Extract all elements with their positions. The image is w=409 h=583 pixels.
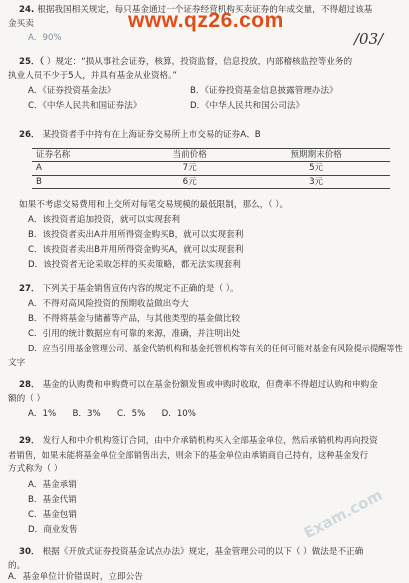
q26-option-d: D．该投资者无论采取怎样的买卖策略，都无法实现套利 bbox=[28, 260, 241, 270]
q27-text1: 下列关于基金销售宣传内容的规定不正确的是（ ）。 bbox=[42, 284, 239, 294]
q26-option-b: B．该投资者卖出A并用所得资金购买B，就可以实现套利 bbox=[28, 230, 244, 240]
table-cell: 3元 bbox=[242, 175, 390, 188]
price-table bbox=[32, 148, 390, 189]
q26-number: 26． bbox=[19, 130, 40, 140]
q28-number: 28． bbox=[19, 380, 40, 390]
q25-number: 25．（ bbox=[19, 57, 44, 67]
q29-option-a: A．基金承销 bbox=[28, 480, 77, 490]
site-watermark: www.qz26.com bbox=[128, 9, 284, 32]
table-cell: 6元 bbox=[137, 175, 242, 188]
q24-line1 bbox=[19, 5, 372, 15]
q27-option-a: A．不得对高风险投资的预期收益做出夸大 bbox=[28, 299, 189, 309]
q28-options: A．1% B．3% C．5% D．10% bbox=[28, 409, 196, 419]
q30-option-a: A．基金单位计价错误时，立即公告 bbox=[8, 572, 143, 582]
q25-line1 bbox=[19, 57, 352, 67]
q28-text1: 基金的认购费和申购费可以在基金份额发售或申购时收取，但费率不得超过认购和申购金 bbox=[42, 380, 378, 390]
table-cell: 7元 bbox=[137, 162, 242, 175]
ghost-watermark: Exam.com bbox=[300, 485, 386, 543]
q30-line2: 的。 bbox=[8, 561, 26, 571]
q26-line1 bbox=[19, 130, 261, 140]
table-cell: A bbox=[32, 162, 137, 175]
q25-option-c: C．《中华人民共和国证券法》 bbox=[28, 101, 142, 111]
q26-option-a: A．该投资者追加投资，就可以实现套利 bbox=[28, 215, 180, 225]
q26-option-c: C．该投资者卖出B并用所得资金购买A，就可以实现套利 bbox=[28, 245, 244, 255]
table-cell: B bbox=[32, 175, 137, 188]
q29-option-b: B．基金代销 bbox=[28, 495, 77, 505]
q27-number: 27． bbox=[19, 284, 40, 294]
q24-option-a: A．90% bbox=[28, 33, 62, 43]
handwritten-mark: /03/ bbox=[354, 30, 384, 48]
q30-number: 30． bbox=[19, 547, 40, 557]
q29-option-d: D．商业发售 bbox=[28, 525, 78, 535]
q27-option-d: D．应当引用基金管理公司、基金代销机构和基金托管机构等有关的任何可能对基金有风险提示提醒等性 bbox=[28, 343, 403, 353]
q29-line2: 者销售，如果未能将基金单位全部销售出去，则余下的基金单位由承销商自己持有，这种基金发行 bbox=[8, 450, 369, 460]
q29-option-c: C．基金包销 bbox=[28, 510, 77, 520]
price-table-col-name: 证券名称 bbox=[32, 149, 137, 162]
q27-line-tail: 文字 bbox=[8, 358, 26, 368]
price-table-header bbox=[32, 149, 390, 162]
q28-line2: 额的（ ） bbox=[8, 394, 46, 404]
q26-line2: 如果不考虑交易费用和上交所对每笔交易规模的最低限制，那么，（ ）。 bbox=[19, 200, 289, 210]
table-row bbox=[32, 175, 390, 188]
q29-text1: 发行人和中介机构签订合同，由中介承销机构买入全部基金单位，然后承销机构再向投资 bbox=[42, 436, 378, 446]
q25-option-b: B．《证券投资基金信息披露管理办法》 bbox=[190, 86, 338, 96]
q27-line1 bbox=[19, 284, 239, 294]
q30-text1: 根据《开放式证券投资基金试点办法》规定，基金管理公司的以下（ ）做法是不正确 bbox=[42, 547, 364, 557]
q27-option-b: B．不得将基金与储蓄等产品，与其他类型的基金做比较 bbox=[28, 314, 241, 324]
table-row bbox=[32, 162, 390, 175]
q28-line1 bbox=[19, 380, 378, 390]
q29-line3: 方式称为（ ） bbox=[8, 464, 63, 474]
q30-line1 bbox=[19, 547, 363, 557]
price-table-col-current: 当前价格 bbox=[137, 149, 242, 162]
q25-text1: ）规定：“损从事社会证券，核算，投资监督，信息投放，内部稽核监控等业务的 bbox=[46, 57, 353, 67]
q24-number: 24. bbox=[19, 5, 35, 15]
q25-option-a: A．《证券投资基金法》 bbox=[28, 86, 116, 96]
q24-text1: 根据我国相关规定，每只基金通过一个证券经营机构买卖证券的年成交量，不得超过该基 bbox=[37, 5, 373, 15]
q24-line2: 金买卖 bbox=[8, 19, 34, 29]
table-cell: 5元 bbox=[242, 162, 390, 175]
price-table-col-expected: 预期期末价格 bbox=[242, 149, 390, 162]
q29-line1 bbox=[19, 436, 378, 446]
q26-text1: 某投资者手中持有在上海证券交易所上市交易的证券A、B bbox=[42, 130, 261, 140]
q27-option-c: C．引用的统计数据应有可靠的来源，准确，并注明出处 bbox=[28, 329, 241, 339]
q29-number: 29． bbox=[19, 436, 40, 446]
q25-line2: 执业人员不少于5人，并具有基金从业资格。” bbox=[8, 71, 177, 81]
q25-option-d: D．《中华人民共和国公司法》 bbox=[190, 101, 305, 111]
